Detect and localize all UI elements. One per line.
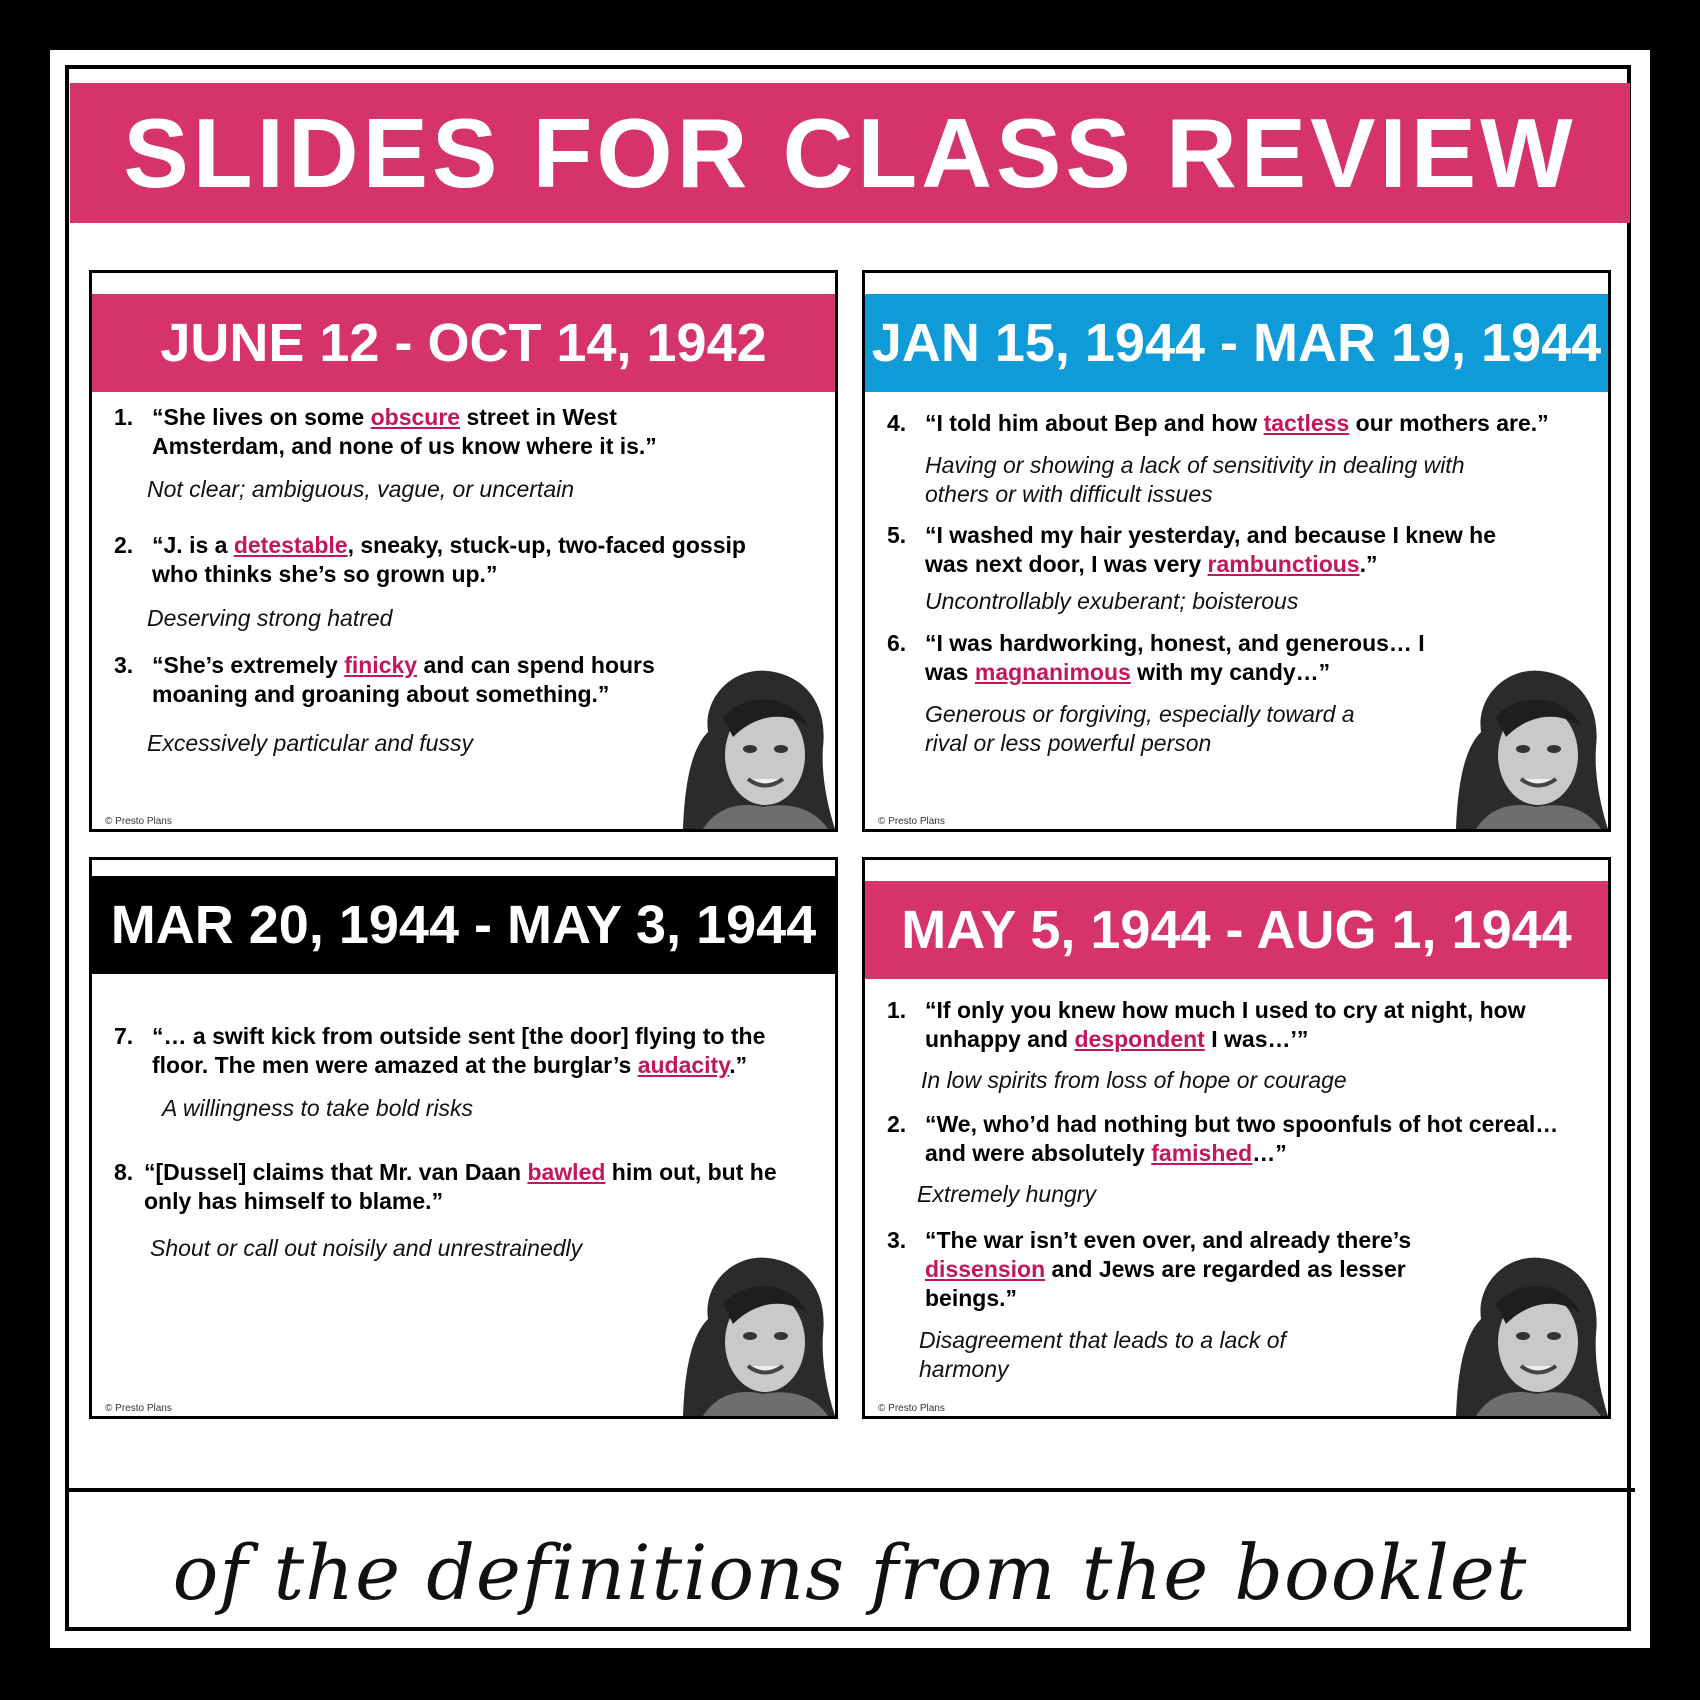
item-number: 7. [114, 1023, 134, 1049]
quote-pre: “If only you knew how much I used to cry at night, how unhappy and [925, 997, 1526, 1052]
credit-text: © Presto Plans [878, 816, 945, 827]
list-item [887, 629, 1455, 687]
list-item [887, 996, 1585, 1054]
credit-text: © Presto Plans [105, 816, 172, 827]
vocab-word: magnanimous [974, 659, 1131, 685]
portrait-photo [1436, 657, 1608, 829]
item-number: 1. [114, 404, 134, 430]
quote-post: with my candy…” [1130, 659, 1331, 685]
slide-2 [862, 270, 1611, 832]
definition: Generous or forgiving, especially toward a rival or less powerful person [925, 701, 1355, 756]
list-item [114, 1022, 812, 1080]
credit-text: © Presto Plans [105, 1403, 172, 1414]
item-number: 2. [887, 1111, 907, 1137]
quote-pre: “I was hardworking, honest, and generous… I was [925, 630, 1425, 685]
quote-post: …” [1252, 1140, 1287, 1166]
definition: Shout or call out noisily and unrestrainedly [150, 1235, 583, 1261]
slide-header: MAR 20, 1944 - MAY 3, 1944 [92, 876, 835, 974]
quote-post: and Jews are regarded as lesser beings.” [925, 1256, 1406, 1311]
definition: Extremely hungry [917, 1181, 1096, 1207]
vocab-word: finicky [344, 652, 418, 678]
quote-post: .” [1359, 551, 1378, 577]
vocab-word: bawled [527, 1159, 606, 1185]
quote-pre: “J. is a [152, 532, 234, 558]
item-number: 6. [887, 630, 907, 656]
subtitle: of the definitions from the booklet [172, 1528, 1528, 1617]
definition: Excessively particular and fussy [147, 730, 473, 756]
vocab-word: dissension [925, 1256, 1046, 1282]
item-number: 3. [887, 1227, 907, 1253]
vocab-word: audacity [637, 1052, 730, 1078]
quote-post: street in West Amsterdam, and none of us know where it is.” [152, 404, 657, 459]
quote-post: him out, but he only has himself to blame.” [144, 1159, 777, 1214]
vocab-word: rambunctious [1207, 551, 1360, 577]
quote-pre: “She’s extremely [152, 652, 345, 678]
list-item [887, 1226, 1445, 1313]
definition: Uncontrollably exuberant; boisterous [925, 588, 1299, 614]
list-item [114, 1158, 784, 1216]
item-number: 1. [887, 997, 907, 1023]
definition: In low spirits from loss of hope or courage [921, 1067, 1347, 1093]
vocab-word: obscure [370, 404, 461, 430]
item-number: 8. [114, 1159, 134, 1185]
portrait-photo [1436, 1244, 1608, 1416]
credit-text: © Presto Plans [878, 1403, 945, 1414]
slide-4 [862, 857, 1611, 1419]
list-item [114, 403, 752, 461]
slide-header: JAN 15, 1944 - MAR 19, 1944 [865, 294, 1608, 392]
slide-header: JUNE 12 - OCT 14, 1942 [92, 294, 835, 392]
item-number: 2. [114, 532, 134, 558]
quote-pre: “… a swift kick from outside sent [the door] flying to the floor. The men were amazed at the burglar’s [152, 1023, 766, 1078]
slide-1 [89, 270, 838, 832]
quote-pre: “We, who’d had nothing but two spoonfuls of hot cereal… and were absolutely [925, 1111, 1559, 1166]
vocab-word: detestable [233, 532, 348, 558]
definition: Having or showing a lack of sensitivity in dealing with others or with difficult issues [925, 452, 1465, 507]
list-item [114, 651, 682, 709]
vocab-word: tactless [1263, 410, 1350, 436]
list-item [887, 521, 1545, 579]
definition: Deserving strong hatred [147, 605, 393, 631]
definition: Disagreement that leads to a lack of harmony [919, 1327, 1286, 1382]
item-number: 4. [887, 410, 907, 436]
quote-pre: “I told him about Bep and how [925, 410, 1264, 436]
slide-header: MAY 5, 1944 - AUG 1, 1944 [865, 881, 1608, 979]
slide-3 [89, 857, 838, 1419]
item-number: 5. [887, 522, 907, 548]
quote-pre: “She lives on some [152, 404, 371, 430]
quote-post: I was…’” [1204, 1026, 1309, 1052]
definition: A willingness to take bold risks [162, 1095, 474, 1121]
quote-post: and can spend hours moaning and groaning about something.” [152, 652, 655, 707]
quote-pre: “[Dussel] claims that Mr. van Daan [144, 1159, 528, 1185]
list-item [114, 531, 772, 589]
definition: Not clear; ambiguous, vague, or uncertain [147, 476, 575, 502]
quote-pre: “I washed my hair yesterday, and because I knew he was next door, I was very [925, 522, 1496, 577]
portrait-photo [663, 1244, 835, 1416]
vocab-word: famished [1151, 1140, 1253, 1166]
page-title: SLIDES FOR CLASS REVIEW [70, 83, 1630, 223]
quote-post: .” [729, 1052, 748, 1078]
vocab-word: despondent [1074, 1026, 1205, 1052]
list-item [887, 1110, 1605, 1168]
item-number: 3. [114, 652, 134, 678]
portrait-photo [663, 657, 835, 829]
quote-post: , sneaky, stuck-up, two-faced gossip who thinks she’s so grown up.” [152, 532, 746, 587]
quote-pre: “The war isn’t even over, and already there’s [925, 1227, 1412, 1253]
quote-post: our mothers are.” [1349, 410, 1549, 436]
divider [65, 1488, 1635, 1492]
list-item [887, 409, 1605, 438]
